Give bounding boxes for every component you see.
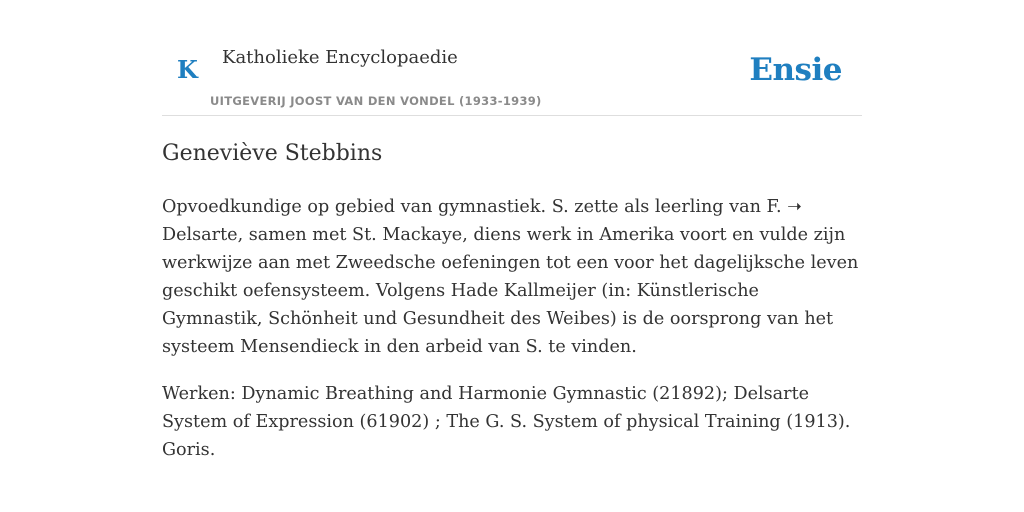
ensie-logo-link[interactable]: Ensie bbox=[749, 52, 842, 88]
article-title: Geneviève Stebbins bbox=[162, 141, 383, 166]
publisher-label: UITGEVERIJ JOOST VAN DEN VONDEL (1933-1939) bbox=[210, 94, 542, 108]
article-paragraph bbox=[162, 193, 862, 361]
paragraph-text: Opvoedkundige op gebied van gymnastiek. S. zette als leerling van F. bbox=[162, 197, 788, 217]
encyclopedia-logo[interactable]: K bbox=[177, 55, 198, 84]
paragraph-text: , samen met St. Mackaye, diens werk in Amerika voort en vulde zijn werkwijze aan met Zweedsche oefeningen tot een voor het dagelijksche leven geschikt oefensysteem. Volgens Hade Kallmeijer (in: Künstlerische Gymnastik, Schönheit und Gesundheit des Weibes) is de oorsprong van het systeem Mensendieck in den arbeid van S. te vinden. bbox=[162, 225, 859, 357]
article bbox=[162, 138, 862, 464]
delsarte-link[interactable]: ➝ Delsarte bbox=[162, 197, 802, 245]
article-works-paragraph: Werken: Dynamic Breathing and Harmonie Gymnastic (21892); Delsarte System of Expression (61902) ; The G. S. System of physical Training (1913). Goris. bbox=[162, 384, 851, 460]
encyclopedia-title[interactable]: Katholieke Encyclopaedie bbox=[222, 47, 458, 68]
site-header bbox=[162, 0, 862, 116]
